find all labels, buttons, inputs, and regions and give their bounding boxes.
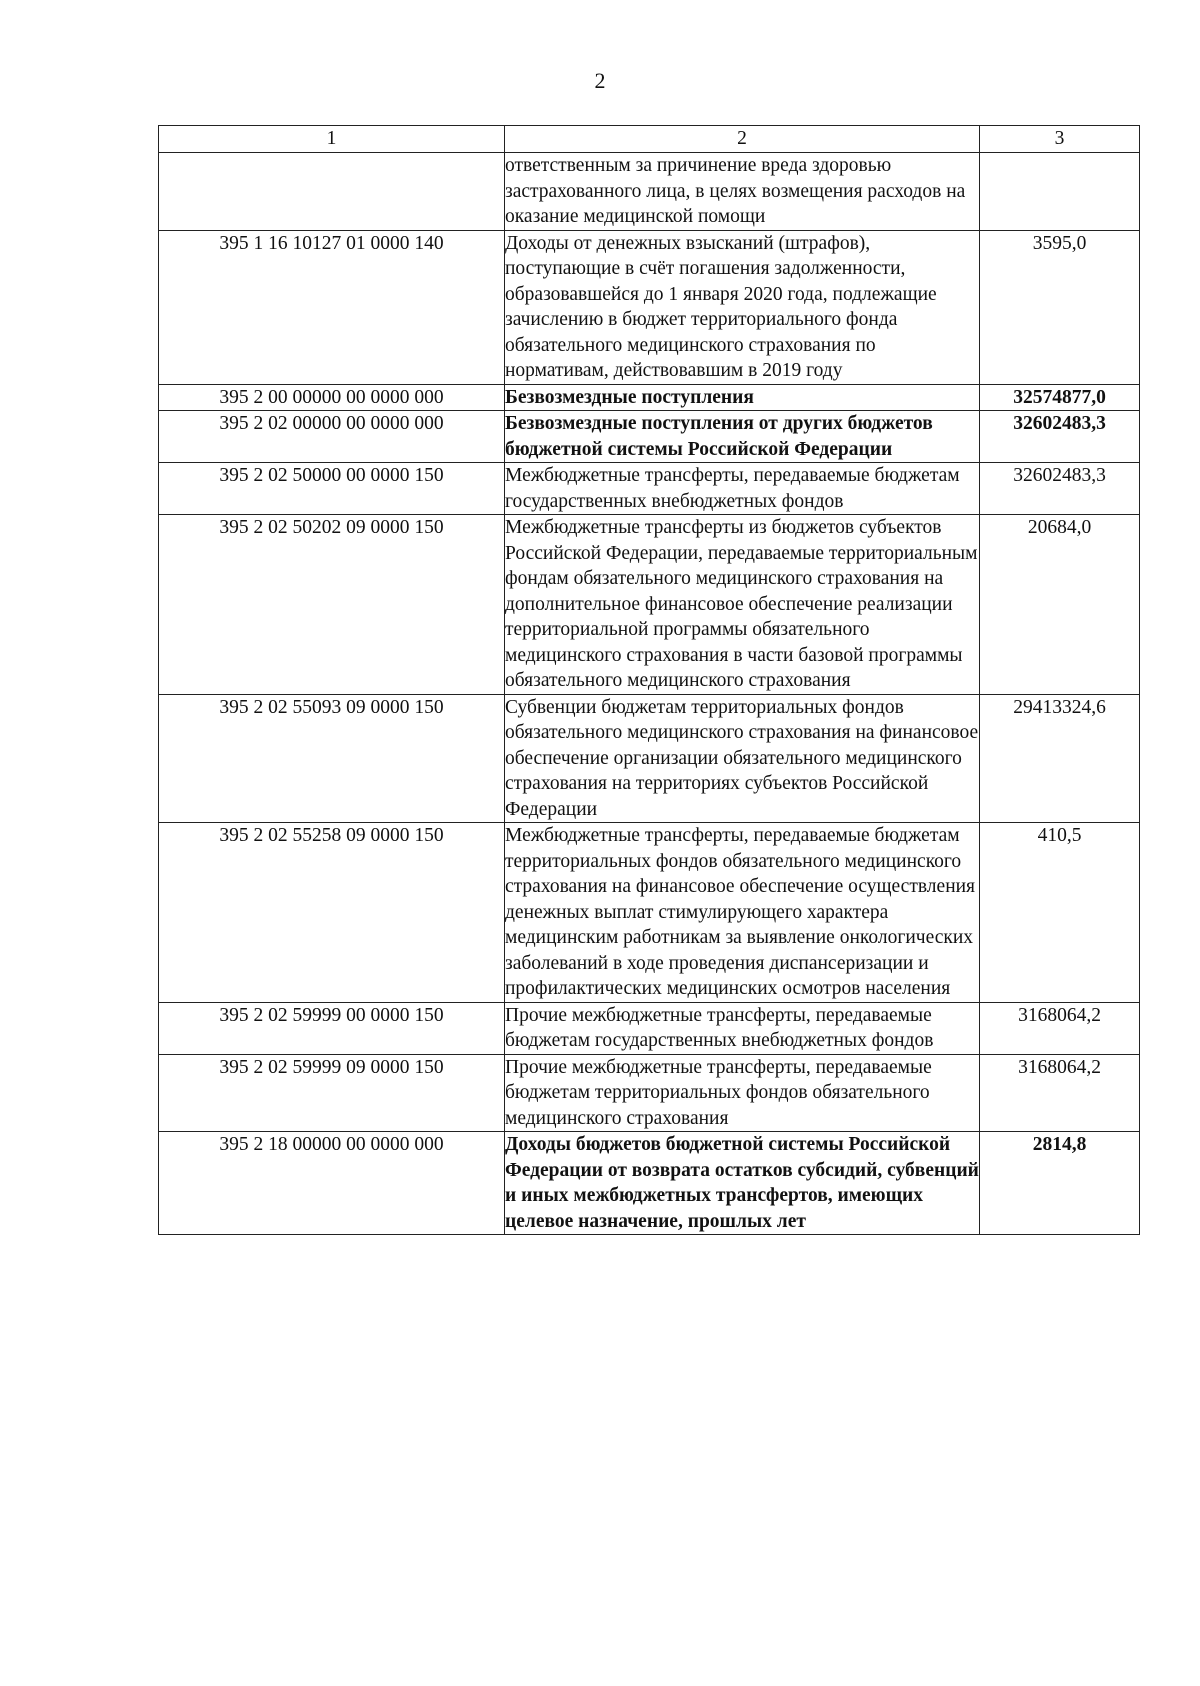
revenue-description: Безвозмездные поступления от других бюджетов бюджетной системы Российской Федерации	[505, 411, 980, 463]
revenue-amount: 32602483,3	[980, 411, 1140, 463]
column-header-amount: 3	[980, 126, 1140, 153]
table-row	[159, 694, 1140, 823]
table-row	[159, 823, 1140, 1003]
revenue-amount: 410,5	[980, 823, 1140, 1003]
revenue-description: ответственным за причинение вреда здоровью застрахованного лица, в целях возмещения расходов на оказание медицинской помощи	[505, 153, 980, 231]
revenue-description: Субвенции бюджетам территориальных фондов обязательного медицинского страхования на финансовое обеспечение организации обязательного медицинского страхования на территориях субъектов Российской Федерации	[505, 694, 980, 823]
budget-code: 395 2 02 55093 09 0000 150	[159, 694, 505, 823]
table-row	[159, 153, 1140, 231]
budget-code	[159, 153, 505, 231]
revenue-description: Доходы от денежных взысканий (штрафов), поступающие в счёт погашения задолженности, образовавшейся до 1 января 2020 года, подлежащие зачислению в бюджет территориального фонда обязательного медицинского страхования по нормативам, действовавшим в 2019 году	[505, 230, 980, 384]
revenue-amount: 29413324,6	[980, 694, 1140, 823]
table-row	[159, 1132, 1140, 1235]
table-row	[159, 230, 1140, 384]
table-row	[159, 515, 1140, 695]
revenue-amount: 3168064,2	[980, 1054, 1140, 1132]
revenue-amount: 32602483,3	[980, 463, 1140, 515]
revenue-description: Безвозмездные поступления	[505, 384, 980, 411]
table-header-row	[159, 126, 1140, 153]
budget-code: 395 2 02 59999 09 0000 150	[159, 1054, 505, 1132]
budget-revenue-table	[158, 125, 1140, 1235]
table-row	[159, 1054, 1140, 1132]
column-header-code: 1	[159, 126, 505, 153]
revenue-amount: 3168064,2	[980, 1002, 1140, 1054]
column-header-description: 2	[505, 126, 980, 153]
budget-code: 395 2 02 59999 00 0000 150	[159, 1002, 505, 1054]
budget-code: 395 2 00 00000 00 0000 000	[159, 384, 505, 411]
table-row	[159, 1002, 1140, 1054]
budget-code: 395 2 02 50202 09 0000 150	[159, 515, 505, 695]
revenue-description: Межбюджетные трансферты, передаваемые бюджетам территориальных фондов обязательного медицинского страхования на финансовое обеспечение осуществления денежных выплат стимулирующего характера медицинским работникам за выявление онкологических заболеваний в ходе проведения диспансеризации и профилактических медицинских осмотров населения	[505, 823, 980, 1003]
budget-code: 395 1 16 10127 01 0000 140	[159, 230, 505, 384]
page-number: 2	[594, 68, 606, 93]
table-row	[159, 463, 1140, 515]
budget-code: 395 2 18 00000 00 0000 000	[159, 1132, 505, 1235]
revenue-description: Прочие межбюджетные трансферты, передаваемые бюджетам территориальных фондов обязательного медицинского страхования	[505, 1054, 980, 1132]
revenue-amount: 3595,0	[980, 230, 1140, 384]
revenue-description: Прочие межбюджетные трансферты, передаваемые бюджетам государственных внебюджетных фондов	[505, 1002, 980, 1054]
table-row	[159, 411, 1140, 463]
revenue-amount: 2814,8	[980, 1132, 1140, 1235]
revenue-amount: 32574877,0	[980, 384, 1140, 411]
revenue-description: Межбюджетные трансферты, передаваемые бюджетам государственных внебюджетных фондов	[505, 463, 980, 515]
table-row	[159, 384, 1140, 411]
budget-code: 395 2 02 55258 09 0000 150	[159, 823, 505, 1003]
revenue-amount	[980, 153, 1140, 231]
revenue-amount: 20684,0	[980, 515, 1140, 695]
budget-code: 395 2 02 00000 00 0000 000	[159, 411, 505, 463]
revenue-description: Межбюджетные трансферты из бюджетов субъектов Российской Федерации, передаваемые территориальным фондам обязательного медицинского страхования на дополнительное финансовое обеспечение реализации территориальной программы обязательного медицинского страхования в части базовой программы обязательного медицинского страхования	[505, 515, 980, 695]
budget-code: 395 2 02 50000 00 0000 150	[159, 463, 505, 515]
revenue-description: Доходы бюджетов бюджетной системы Российской Федерации от возврата остатков субсидий, субвенций и иных межбюджетных трансфертов, имеющих целевое назначение, прошлых лет	[505, 1132, 980, 1235]
